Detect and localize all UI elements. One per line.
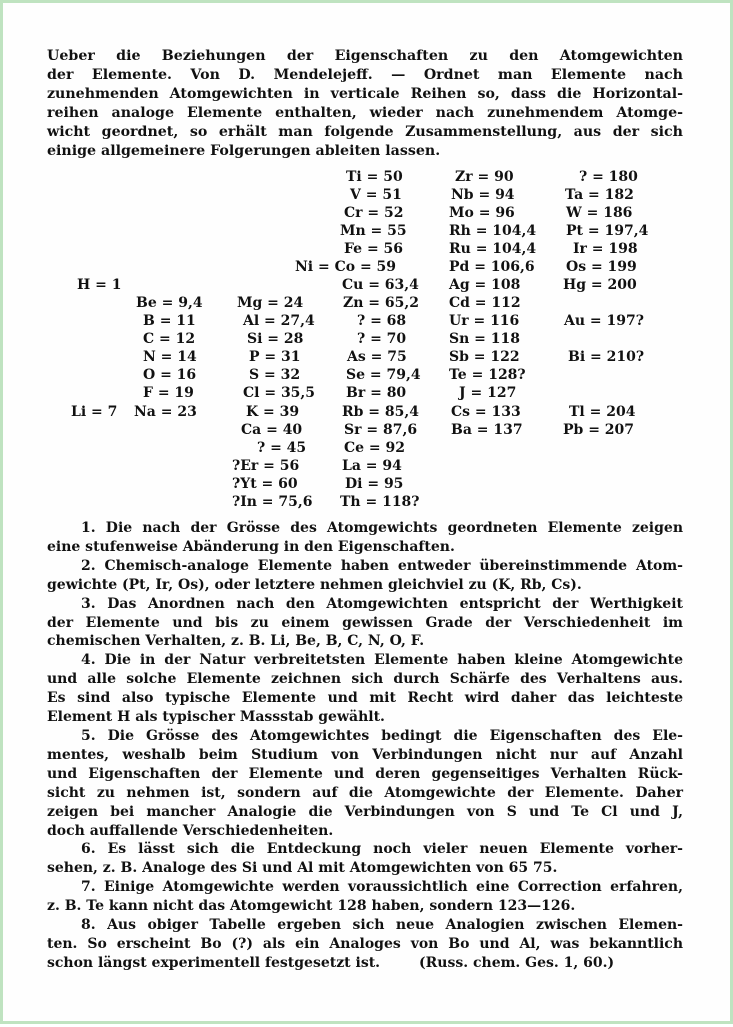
note-line: doch auffallende Verschiedenheiten. [47, 822, 334, 839]
table-cell: Mo = 96 [449, 205, 515, 221]
table-cell: Ba = 137 [451, 422, 523, 438]
table-cell: Al = 27,4 [243, 313, 315, 329]
intro-line: einige allgemeinere Folgerungen ableiten lassen. [47, 143, 441, 159]
table-cell: ? = 70 [357, 331, 407, 347]
table-cell: Os = 199 [566, 259, 637, 275]
intro-line: reihen analoge Elemente enthalten, wieder nach zunehmendem Atomge- [47, 105, 683, 121]
table-cell: Mn = 55 [340, 223, 407, 239]
table-cell: S = 32 [249, 367, 301, 383]
table-cell: Ni = Co = 59 [295, 259, 397, 275]
table-cell: Ca = 40 [241, 422, 303, 438]
table-cell: Cd = 112 [449, 295, 521, 311]
table-cell: Ce = 92 [344, 440, 406, 456]
note-line: sicht zu nehmen ist, sondern auf die Atomgewichte der Elemente. Daher [47, 784, 683, 801]
table-cell: H = 1 [77, 277, 122, 293]
note-line: 3. Das Anordnen nach den Atomgewichten entspricht der Werthigkeit [81, 595, 683, 612]
table-cell: ? = 180 [579, 169, 638, 185]
table-cell: Hg = 200 [563, 277, 637, 293]
table-cell: ? = 68 [357, 313, 407, 329]
table-cell: J = 127 [459, 385, 517, 401]
note-line: zeigen bei mancher Analogie die Verbindungen von S und Te Cl und J, [47, 803, 683, 820]
table-cell: Th = 118? [340, 494, 420, 510]
note-line: 4. Die in der Natur verbreitetsten Elemente haben kleine Atomgewichte [81, 652, 683, 669]
numbered-conclusions [47, 519, 683, 973]
table-cell: Ti = 50 [346, 169, 403, 185]
table-cell: Zr = 90 [455, 169, 514, 185]
table-cell: Pt = 197,4 [566, 223, 649, 239]
intro-line: wicht geordnet, so erhält man folgende Zusammenstellung, aus der sich [47, 124, 683, 140]
table-cell: ?Er = 56 [232, 458, 300, 474]
table-cell: P = 31 [249, 349, 301, 365]
note-line: und Eigenschaften der Elemente und deren gegenseitiges Verhalten Rück- [47, 765, 683, 782]
table-cell: Cl = 35,5 [243, 385, 316, 401]
table-cell: C = 12 [143, 331, 196, 347]
note-line: 2. Chemisch-analoge Elemente haben entweder übereinstimmende Atom- [81, 557, 683, 574]
table-cell: Sr = 87,6 [344, 422, 418, 438]
table-cell: ? = 45 [257, 440, 307, 456]
table-cell: Fe = 56 [344, 241, 404, 257]
table-cell: Ir = 198 [573, 241, 638, 257]
table-cell: Sn = 118 [449, 331, 520, 347]
note-line: der Elemente und bis zu einem gewissen Grade der Verschiedenheit im [47, 614, 683, 631]
note-line: 6. Es lässt sich die Entdeckung noch vieler neuen Elemente vorher- [81, 841, 683, 858]
table-cell: Cu = 63,4 [342, 277, 419, 293]
intro-line: Ueber die Beziehungen der Eigenschaften zu den Atomgewichten [47, 48, 683, 64]
note-line: z. B. Te kann nicht das Atomgewicht 128 haben, sondern 123—126. [47, 898, 576, 915]
intro-line: zunehmenden Atomgewichten in verticale Reihen so, dass die Horizontal- [47, 86, 683, 102]
intro-line: der Elemente. Von D. Mendelejeff. — Ordnet man Elemente nach [47, 67, 683, 83]
table-cell: O = 16 [143, 367, 197, 383]
table-cell: Te = 128? [449, 367, 526, 383]
table-cell: Pb = 207 [563, 422, 635, 438]
table-cell: V = 51 [350, 187, 402, 203]
table-cell: Be = 9,4 [136, 295, 203, 311]
table-cell: Br = 80 [346, 385, 407, 401]
table-cell: Rb = 85,4 [342, 404, 419, 420]
table-cell: Si = 28 [247, 331, 304, 347]
note-line: ten. So erscheint Bo (?) als ein Analoges von Bo und Al, was bekanntlich [47, 935, 683, 952]
table-cell: N = 14 [143, 349, 197, 365]
table-cell: Zn = 65,2 [343, 295, 419, 311]
table-cell: Ru = 104,4 [449, 241, 537, 257]
note-line: 7. Einige Atomgewichte werden voraussichtlich eine Correction erfahren, [81, 879, 683, 896]
note-line: Es sind also typische Elemente und mit Recht wird daher das leichteste [47, 690, 683, 707]
table-cell: Ag = 108 [449, 277, 521, 293]
table-cell: Cr = 52 [344, 205, 404, 221]
table-cell: B = 11 [143, 313, 196, 329]
table-cell: Mg = 24 [237, 295, 304, 311]
note-line: schon längst experimentell festgesetzt ist. (Russ. chem. Ges. 1, 60.) [47, 954, 615, 971]
table-cell: Cs = 133 [451, 404, 521, 420]
table-cell: Rh = 104,4 [449, 223, 537, 239]
table-cell: Nb = 94 [451, 187, 515, 203]
table-cell: Li = 7 [71, 404, 118, 420]
note-line: und alle solche Elemente zeichnen sich durch Schärfe des Verhaltens aus. [47, 671, 683, 688]
note-line: gewichte (Pt, Ir, Os), oder letztere nehmen gleichviel zu (K, Rb, Cs). [47, 576, 582, 593]
table-cell: Au = 197? [564, 313, 644, 329]
table-cell: As = 75 [347, 349, 407, 365]
table-cell: F = 19 [143, 385, 194, 401]
table-cell: Pd = 106,6 [449, 259, 535, 275]
table-cell: K = 39 [246, 404, 300, 420]
note-line: 5. Die Grösse des Atomgewichtes bedingt die Eigenschaften des Ele- [81, 727, 683, 744]
note-line: mentes, weshalb beim Studium von Verbindungen nicht nur auf Anzahl [47, 746, 683, 763]
table-cell: Di = 95 [345, 476, 404, 492]
table-cell: La = 94 [342, 458, 402, 474]
table-cell: ?In = 75,6 [232, 494, 313, 510]
note-line: eine stufenweise Abänderung in den Eigenschaften. [47, 538, 455, 555]
note-line: chemischen Verhalten, z. B. Li, Be, B, C, N, O, F. [47, 633, 425, 650]
table-cell: Ta = 182 [565, 187, 634, 203]
note-line: sehen, z. B. Analoge des Si und Al mit Atomgewichten von 65 75. [47, 860, 558, 877]
table-cell: Se = 79,4 [346, 367, 421, 383]
table-cell: Bi = 210? [568, 349, 645, 365]
note-line: 8. Aus obiger Tabelle ergeben sich neue Analogien zwischen Elemen- [81, 917, 683, 934]
note-line: 1. Die nach der Grösse des Atomgewichts geordneten Elemente zeigen [81, 520, 683, 536]
table-cell: Tl = 204 [569, 404, 636, 420]
table-cell: Sb = 122 [449, 349, 520, 365]
note-line: Element H als typischer Massstab gewählt. [47, 709, 385, 726]
table-cell: ?Yt = 60 [232, 476, 298, 492]
table-cell: Ur = 116 [449, 313, 520, 329]
table-cell: Na = 23 [134, 404, 197, 420]
table-cell: W = 186 [566, 205, 633, 221]
